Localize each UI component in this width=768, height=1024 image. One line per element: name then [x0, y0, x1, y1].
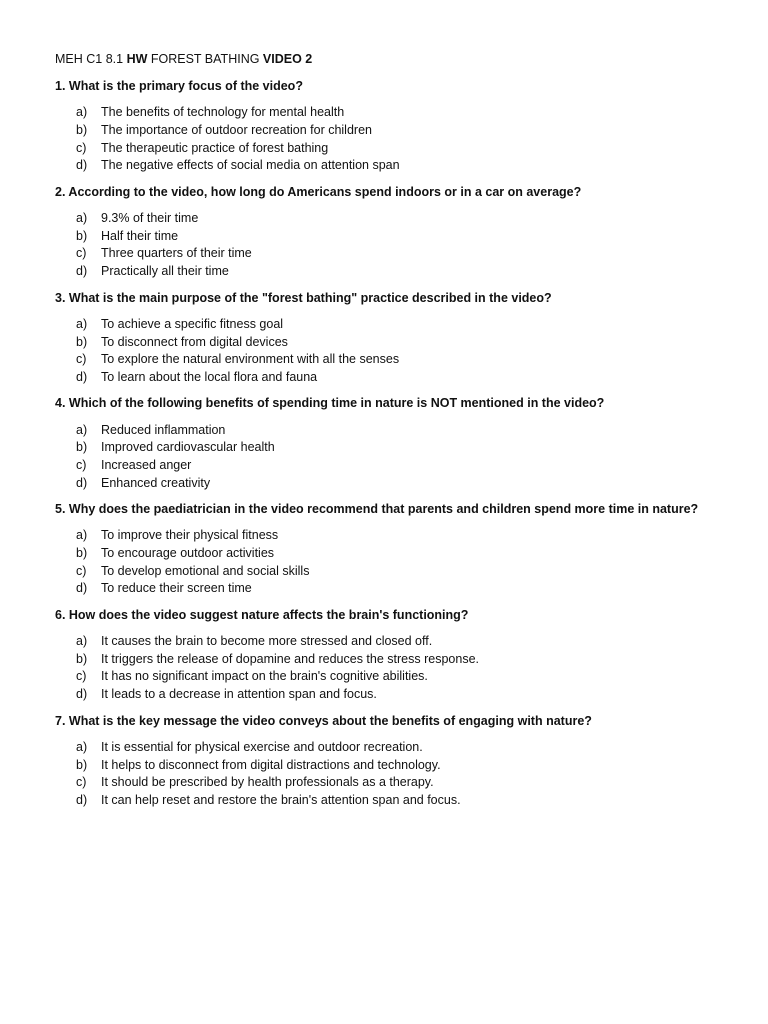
question-block — [55, 502, 728, 598]
option-letter: b) — [76, 123, 88, 138]
answer-option — [55, 210, 728, 228]
answer-option — [55, 668, 728, 686]
question-block — [55, 608, 728, 704]
question-text: 2. According to the video, how long do Americans spend indoors or in a car on average? — [55, 184, 582, 199]
option-letter: d) — [76, 687, 88, 702]
option-text: Improved cardiovascular health — [101, 440, 275, 455]
option-text: To achieve a specific fitness goal — [101, 316, 284, 331]
question-text: 6. How does the video suggest nature affects the brain's functioning? — [55, 607, 469, 622]
question-list — [55, 79, 728, 809]
answer-option — [55, 650, 728, 668]
answer-option — [55, 739, 728, 757]
answer-options — [55, 739, 728, 810]
answer-option — [55, 686, 728, 704]
option-text: The importance of outdoor recreation for children — [101, 123, 372, 138]
option-letter: d) — [76, 158, 88, 173]
option-letter: b) — [76, 440, 88, 455]
answer-option — [55, 263, 728, 281]
option-letter: b) — [76, 334, 88, 349]
answer-options — [55, 633, 728, 704]
option-text: Practically all their time — [101, 264, 229, 279]
title-middle: FOREST BATHING — [147, 52, 263, 66]
option-text: It has no significant impact on the brain's cognitive abilities. — [101, 669, 428, 684]
answer-option — [55, 457, 728, 475]
option-letter: b) — [76, 757, 88, 772]
option-letter: a) — [76, 211, 88, 226]
option-letter: d) — [76, 792, 88, 807]
answer-option — [55, 245, 728, 263]
answer-option — [55, 792, 728, 810]
question-block — [55, 185, 728, 281]
question-text: 1. What is the primary focus of the video? — [55, 79, 303, 93]
answer-option — [55, 333, 728, 351]
answer-option — [55, 474, 728, 492]
option-text: 9.3% of their time — [101, 211, 199, 226]
option-text: Enhanced creativity — [101, 475, 211, 490]
answer-options — [55, 316, 728, 387]
answer-options — [55, 527, 728, 598]
answer-options — [55, 210, 728, 281]
option-letter: d) — [76, 581, 88, 596]
option-text: To improve their physical fitness — [101, 528, 279, 543]
option-text: To explore the natural environment with all the senses — [101, 352, 400, 367]
answer-option — [55, 227, 728, 245]
option-text: It should be prescribed by health professionals as a therapy. — [101, 775, 434, 790]
option-letter: c) — [76, 140, 87, 155]
option-letter: d) — [76, 264, 88, 279]
answer-option — [55, 756, 728, 774]
option-text: The therapeutic practice of forest bathing — [101, 140, 329, 155]
question-block — [55, 396, 728, 492]
option-text: The negative effects of social media on attention span — [101, 158, 400, 173]
question-block — [55, 291, 728, 387]
answer-option — [55, 421, 728, 439]
option-letter: a) — [76, 739, 88, 754]
option-letter: b) — [76, 651, 88, 666]
answer-option — [55, 316, 728, 334]
answer-option — [55, 580, 728, 598]
option-letter: a) — [76, 105, 88, 120]
title-video: VIDEO 2 — [262, 52, 313, 66]
option-text: To develop emotional and social skills — [101, 563, 310, 578]
answer-option — [55, 122, 728, 140]
answer-option — [55, 369, 728, 387]
answer-options — [55, 104, 728, 175]
option-text: It can help reset and restore the brain's attention span and focus. — [101, 792, 461, 807]
answer-option — [55, 527, 728, 545]
answer-option — [55, 774, 728, 792]
option-letter: a) — [76, 634, 88, 649]
option-letter: c) — [76, 775, 87, 790]
answer-option — [55, 633, 728, 651]
question-text: 7. What is the key message the video conveys about the benefits of engaging with nature? — [55, 713, 592, 728]
option-letter: b) — [76, 228, 88, 243]
option-text: Half their time — [101, 228, 179, 243]
question-text: 4. Which of the following benefits of spending time in nature is NOT mentioned in the video? — [55, 396, 605, 411]
answer-option — [55, 139, 728, 157]
question-block — [55, 79, 728, 175]
option-letter: d) — [76, 475, 88, 490]
option-text: To learn about the local flora and fauna — [101, 369, 318, 384]
option-letter: a) — [76, 528, 88, 543]
option-text: It is essential for physical exercise and outdoor recreation. — [101, 739, 423, 754]
option-text: It leads to a decrease in attention span and focus. — [101, 687, 377, 702]
option-text: To encourage outdoor activities — [101, 546, 275, 561]
option-text: It helps to disconnect from digital distractions and technology. — [101, 757, 441, 772]
question-block — [55, 714, 728, 810]
answer-option — [55, 562, 728, 580]
option-text: It triggers the release of dopamine and reduces the stress response. — [101, 651, 479, 666]
answer-options — [55, 421, 728, 492]
option-letter: c) — [76, 246, 87, 261]
answer-option — [55, 157, 728, 175]
option-text: Three quarters of their time — [101, 246, 252, 261]
option-letter: c) — [76, 457, 87, 472]
answer-option — [55, 351, 728, 369]
option-text: To disconnect from digital devices — [101, 334, 288, 349]
option-text: The benefits of technology for mental health — [101, 105, 345, 120]
question-text: 3. What is the main purpose of the "forest bathing" practice described in the video? — [55, 290, 552, 305]
option-letter: c) — [76, 563, 87, 578]
answer-option — [55, 545, 728, 563]
option-text: To reduce their screen time — [101, 581, 252, 596]
answer-option — [55, 104, 728, 122]
title-hw: HW — [126, 52, 148, 66]
question-text: 5. Why does the paediatrician in the video recommend that parents and children spend more time in nature? — [55, 502, 699, 516]
option-letter: b) — [76, 546, 88, 561]
option-letter: c) — [76, 669, 87, 684]
option-letter: a) — [76, 422, 88, 437]
option-letter: d) — [76, 369, 88, 384]
option-letter: c) — [76, 352, 87, 367]
option-text: Increased anger — [101, 457, 192, 472]
answer-option — [55, 439, 728, 457]
title-prefix: MEH C1 8.1 — [55, 52, 127, 66]
option-text: Reduced inflammation — [101, 422, 226, 437]
option-letter: a) — [76, 316, 88, 331]
document-title — [55, 52, 728, 67]
option-text: It causes the brain to become more stressed and closed off. — [101, 634, 433, 649]
